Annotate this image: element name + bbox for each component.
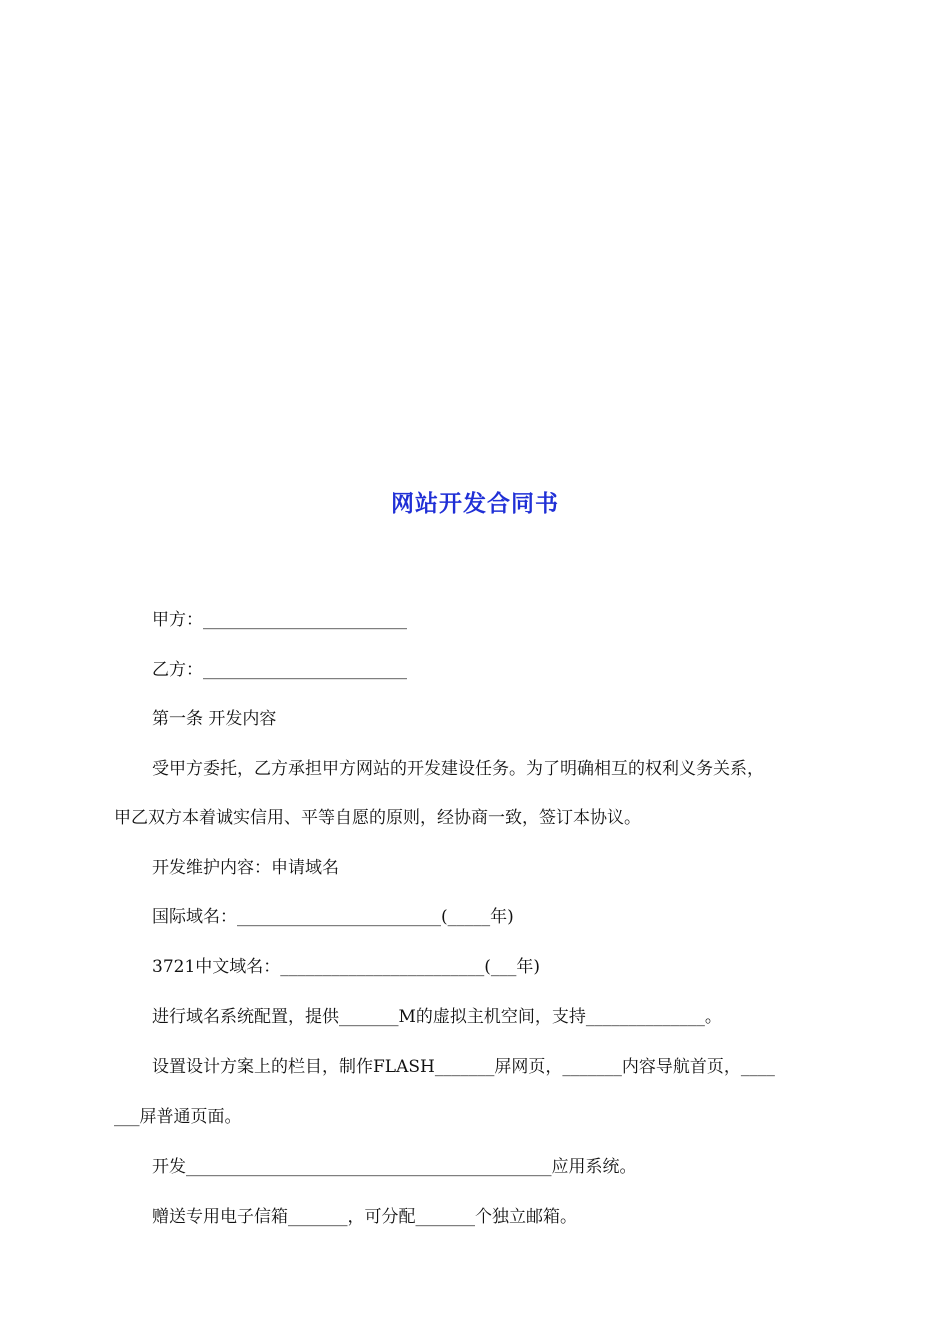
paragraph-line: 受甲方委托，乙方承担甲方网站的开发建设任务。为了明确相互的权利义务关系， bbox=[152, 759, 764, 779]
paragraph-line: 进行域名系统配置，提供_______M的虚拟主机空间，支持______________。 bbox=[152, 1007, 722, 1027]
party-a-line: 甲方：________________________ bbox=[152, 610, 407, 630]
paragraph-line: 赠送专用电子信箱_______，可分配_______个独立邮箱。 bbox=[152, 1207, 577, 1227]
party-b-line: 乙方：________________________ bbox=[152, 660, 407, 680]
paragraph-line: 开发___________________________________________应用系统。 bbox=[152, 1157, 637, 1177]
document-title: 网站开发合同书 bbox=[391, 490, 559, 517]
chinese-domain-line: 3721中文域名：________________________(___年) bbox=[152, 957, 541, 977]
international-domain-line: 国际域名：________________________(_____年) bbox=[152, 907, 514, 927]
paragraph-line: 设置设计方案上的栏目，制作FLASH_______屏网页，_______内容导航首页，____ bbox=[152, 1057, 775, 1077]
article-one-heading: 第一条 开发内容 bbox=[152, 709, 277, 729]
paragraph-line: ___屏普通页面。 bbox=[114, 1107, 242, 1127]
paragraph-line: 甲乙双方本着诚实信用、平等自愿的原则，经协商一致，签订本协议。 bbox=[114, 808, 641, 828]
paragraph-line: 开发维护内容：申请域名 bbox=[152, 858, 339, 878]
